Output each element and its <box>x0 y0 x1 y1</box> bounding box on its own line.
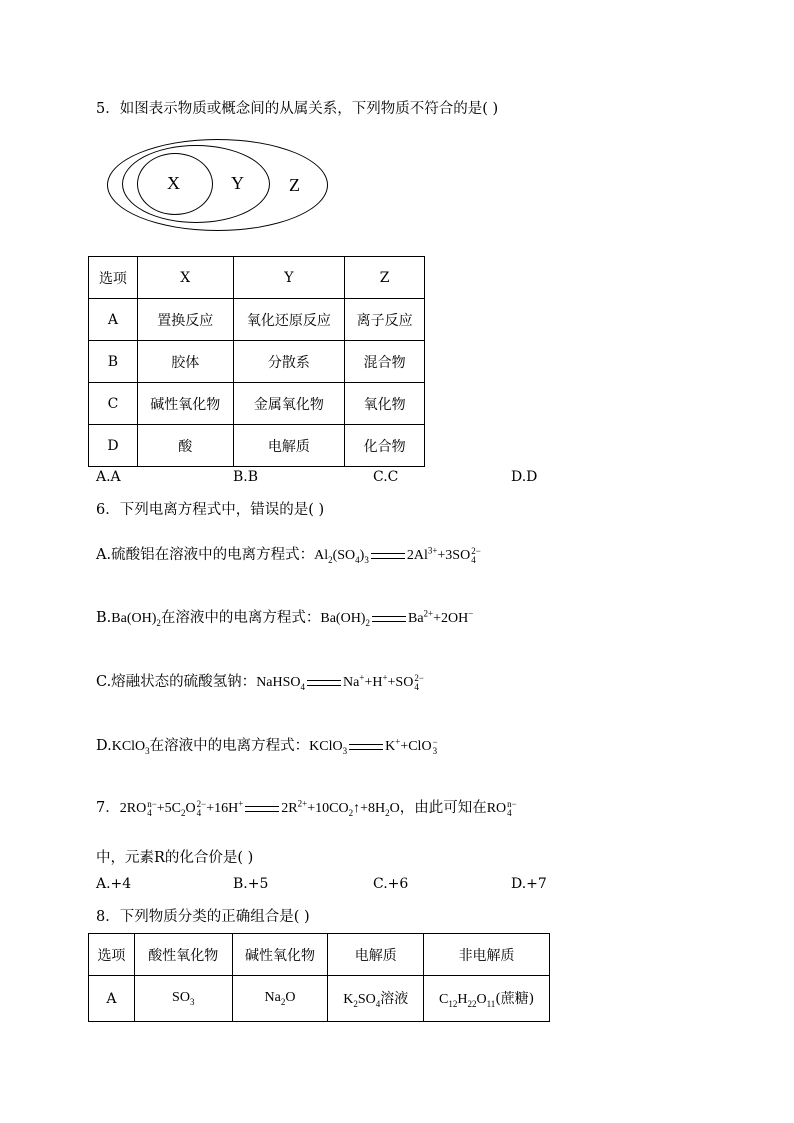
q8-table <box>88 933 550 1022</box>
table-cell: 分散系 <box>233 341 345 383</box>
cell-suffix: 溶液 <box>380 991 409 1008</box>
label-z: Z <box>289 175 300 195</box>
q7-option-a[interactable]: A.+4 <box>96 876 132 892</box>
q5-stem: 5．如图表示物质或概念间的从属关系，下列物质不符合的是( ) <box>96 101 499 117</box>
header-cell: 碱性氧化物 <box>232 934 328 976</box>
option-letter: B. <box>96 610 112 626</box>
table-cell: 化合物 <box>345 425 425 467</box>
table-cell: $Na_2O$ <box>232 976 328 1022</box>
option-letter: D. <box>96 738 112 754</box>
q5-option-d[interactable]: D.D <box>511 469 538 485</box>
q5-option-c[interactable]: C.C <box>373 469 399 485</box>
table-cell: $SO_3$ <box>134 976 232 1022</box>
header-cell: Z <box>345 257 425 299</box>
table-row <box>89 976 550 1022</box>
q7-option-d[interactable]: D.+7 <box>511 876 547 892</box>
equation: $Al_2(SO_4)_3$ $2Al^{3+}+3SO$ 2− 4 <box>314 545 481 565</box>
q6-option-a[interactable] <box>96 543 481 565</box>
table-cell: 碱性氧化物 <box>137 383 233 425</box>
q6-stem: 6．下列电离方程式中，错误的是( ) <box>96 502 325 518</box>
table-cell: 酸 <box>137 425 233 467</box>
q7-stem-line2: 中，元素R的化合价是( ) <box>96 850 254 866</box>
question-number: 7． <box>96 800 120 816</box>
formula: $Ba(OH)_2$ <box>111 611 161 628</box>
table-cell: $C_{12}H_{22}O_{11}$(蔗糖) <box>424 976 550 1022</box>
option-text: 在溶液中的电离方程式： <box>160 610 321 626</box>
q5-table <box>88 256 425 467</box>
header-cell: 酸性氧化物 <box>134 934 232 976</box>
table-row <box>89 341 425 383</box>
header-cell: 电解质 <box>328 934 424 976</box>
table-cell: 离子反应 <box>345 299 425 341</box>
q7-option-b[interactable]: B.+5 <box>233 876 269 892</box>
q6-option-d[interactable] <box>96 734 438 756</box>
table-cell: 金属氧化物 <box>233 383 345 425</box>
q6-option-c[interactable] <box>96 670 424 692</box>
option-text: A.硫酸铝在溶液中的电离方程式： <box>96 547 315 563</box>
table-cell: 胶体 <box>137 341 233 383</box>
table-row <box>89 383 425 425</box>
q7-option-c[interactable]: C.+6 <box>373 876 409 892</box>
header-cell: X <box>137 257 233 299</box>
header-cell: Y <box>233 257 345 299</box>
table-header-row <box>89 257 425 299</box>
table-cell: $K_2SO_4$溶液 <box>328 976 424 1022</box>
q5-option-b[interactable]: B.B <box>233 469 259 485</box>
q5-option-a[interactable]: A.A <box>96 469 121 485</box>
label-x: X <box>167 173 180 193</box>
formula: KClO$_3$ <box>111 739 150 756</box>
table-cell: 电解质 <box>233 425 345 467</box>
table-row <box>89 425 425 467</box>
label-y: Y <box>231 173 244 193</box>
header-cell: 选项 <box>89 934 135 976</box>
table-cell: 置换反应 <box>137 299 233 341</box>
table-cell: 混合物 <box>345 341 425 383</box>
header-cell: 非电解质 <box>424 934 550 976</box>
table-cell: D <box>89 425 138 467</box>
equation: 2RO n− 4 $+5C_2O$ 2− 4 +16H+ $2R^{2+}+10CO_2↑+8H_2O$ <box>119 798 400 818</box>
table-cell: A <box>89 299 138 341</box>
q6-option-b[interactable] <box>96 606 473 628</box>
option-text: C.熔融状态的硫酸氢钠： <box>96 674 257 690</box>
cell-suffix: (蔗糖) <box>495 991 535 1008</box>
table-cell: C <box>89 383 138 425</box>
table-row <box>89 299 425 341</box>
q8-stem: 8．下列物质分类的正确组合是( ) <box>96 909 310 925</box>
equation: $Ba(OH)_2$ $Ba^{2+}+2OH^-$ <box>320 608 474 628</box>
equation: NaHSO$_4$ Na++H++SO 2− 4 <box>256 672 424 692</box>
option-text: 在溶液中的电离方程式： <box>149 738 310 754</box>
equation: KClO$_3$ K++ClO − 3 <box>309 736 438 756</box>
table-cell: A <box>89 976 135 1022</box>
stem-text: ，由此可知在 <box>399 800 487 816</box>
header-cell: 选项 <box>89 257 138 299</box>
table-cell: 氧化物 <box>345 383 425 425</box>
table-header-row <box>89 934 550 976</box>
formula: RO n− 4 <box>486 798 517 818</box>
table-cell: 氧化还原反应 <box>233 299 345 341</box>
q7-stem-line1 <box>96 796 517 818</box>
table-cell: B <box>89 341 138 383</box>
